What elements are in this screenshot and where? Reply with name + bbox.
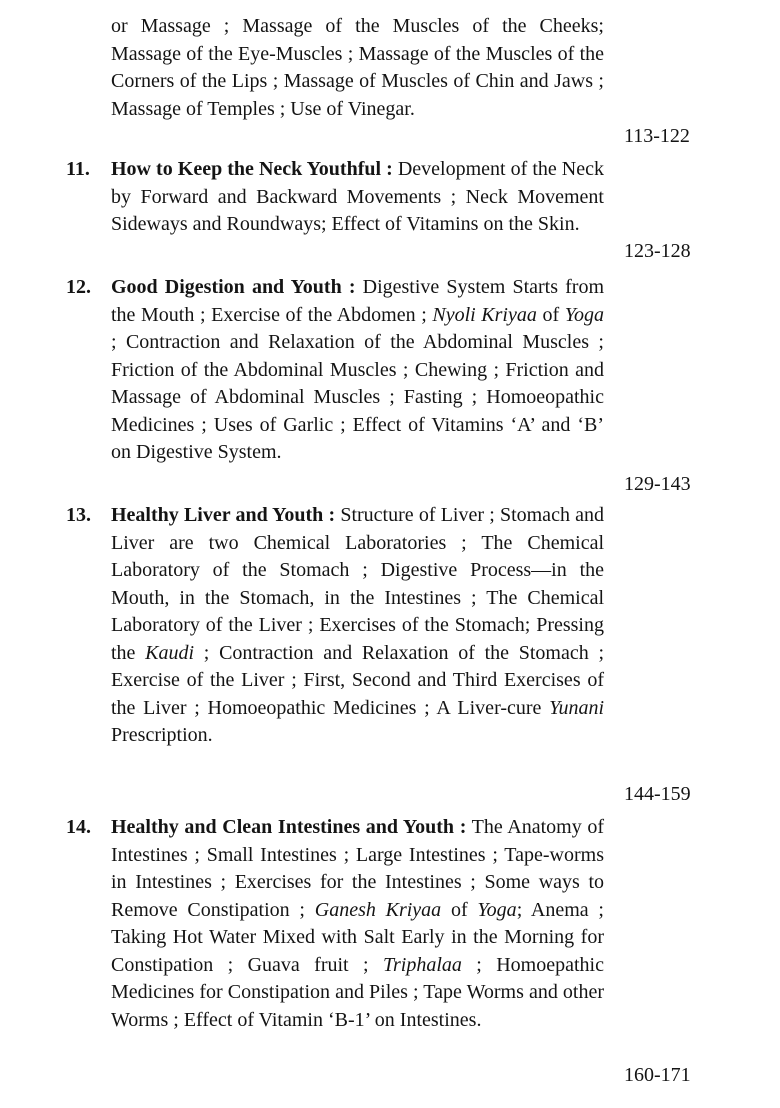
entry-number: 14. — [66, 816, 91, 838]
entry-description: ; Contraction and Relaxation of the Abdominal Muscles ; Friction of the Abdominal Muscles ; Chewing ; Friction and Massage of Abdominal Muscles ; Fasting ; Homoeopathic Medicines ; Uses of Garlic ; Effect of Vitamins ‘A’ and ‘B’ on Digestive System. — [111, 331, 604, 463]
entry-description: or Massage ; Massage of the Muscles of the Cheeks; Massage of the Eye-Muscles ; Massage of the Muscles of the Corners of the Lips ; Massage of Muscles of Chin and Jaws ; Massage of Temples ; Use of Vinegar. — [111, 15, 604, 120]
entry-title: Healthy Liver and Youth : — [111, 504, 336, 526]
italic-term: Yunani — [549, 696, 604, 719]
entry-text — [111, 156, 604, 239]
italic-term: Yoga — [564, 303, 604, 326]
entry-pages: 113-122 — [624, 125, 690, 147]
entry-description: Digestive System Starts from the Mouth ; Exercise of the Abdomen ; — [111, 276, 605, 326]
entry-description: of — [536, 303, 565, 326]
entry-title: How to Keep the Neck Youthful : — [111, 158, 393, 180]
italic-term: Kaudi — [145, 641, 195, 664]
italic-term: Nyoli Kriyaa — [432, 303, 537, 326]
entry-number: 12. — [66, 276, 91, 298]
entry-pages: 123-128 — [624, 240, 691, 262]
entry-pages: 144-159 — [624, 783, 691, 805]
entry-description: Structure of Liver ; Stomach and Liver are two Chemical Laboratories ; The Chemical Laboratory of the Stomach ; Digestive Process—in the Mouth, in the Stomach, in the Intestines ; The Chemical Laboratory of the Liver ; Exercises of the Stomach; Pressing the — [111, 504, 605, 664]
entry-text — [111, 814, 604, 1034]
entry-number: 11. — [66, 158, 90, 180]
italic-term: Triphalaa — [382, 953, 462, 976]
entry-description: Prescription. — [111, 724, 213, 746]
entry-description: of — [441, 898, 478, 921]
entry-description: ; Anema ; Taking Hot Water Mixed with Salt Early in the Morning for Constipation ; Guava fruit ; — [111, 898, 604, 976]
entry-description: ; Homoepathic Medicines for Constipation and Piles ; Tape Worms and other Worms ; Effect of Vitamin ‘B-1’ on Intestines. — [111, 953, 604, 1031]
entry-text — [111, 13, 604, 123]
entry-description: The Anatomy of Intestines ; Small Intestines ; Large Intestines ; Tape-worms in Intestines ; Exercises for the Intestines ; Some ways to Remove Constipation ; — [111, 816, 604, 921]
entry-description: Development of the Neck by Forward and Backward Movements ; Neck Movement Sideways and Roundways; Effect of Vitamins on the Skin. — [111, 158, 605, 235]
entry-text — [111, 274, 604, 467]
entry-title: Healthy and Clean Intestines and Youth : — [111, 816, 467, 838]
entry-text — [111, 502, 604, 750]
italic-term: Ganesh Kriyaa — [314, 898, 442, 921]
entry-number: 13. — [66, 504, 91, 526]
italic-term: Yoga — [477, 898, 517, 921]
entry-title: Good Digestion and Youth : — [111, 276, 356, 298]
entry-pages: 129-143 — [624, 473, 691, 495]
entry-pages: 160-171 — [624, 1064, 691, 1086]
entry-description: ; Contraction and Relaxation of the Stomach ; Exercise of the Liver ; First, Second and Third Exercises of the Liver ; Homoeopathic Medicines ; A Liver-cure — [111, 641, 605, 719]
